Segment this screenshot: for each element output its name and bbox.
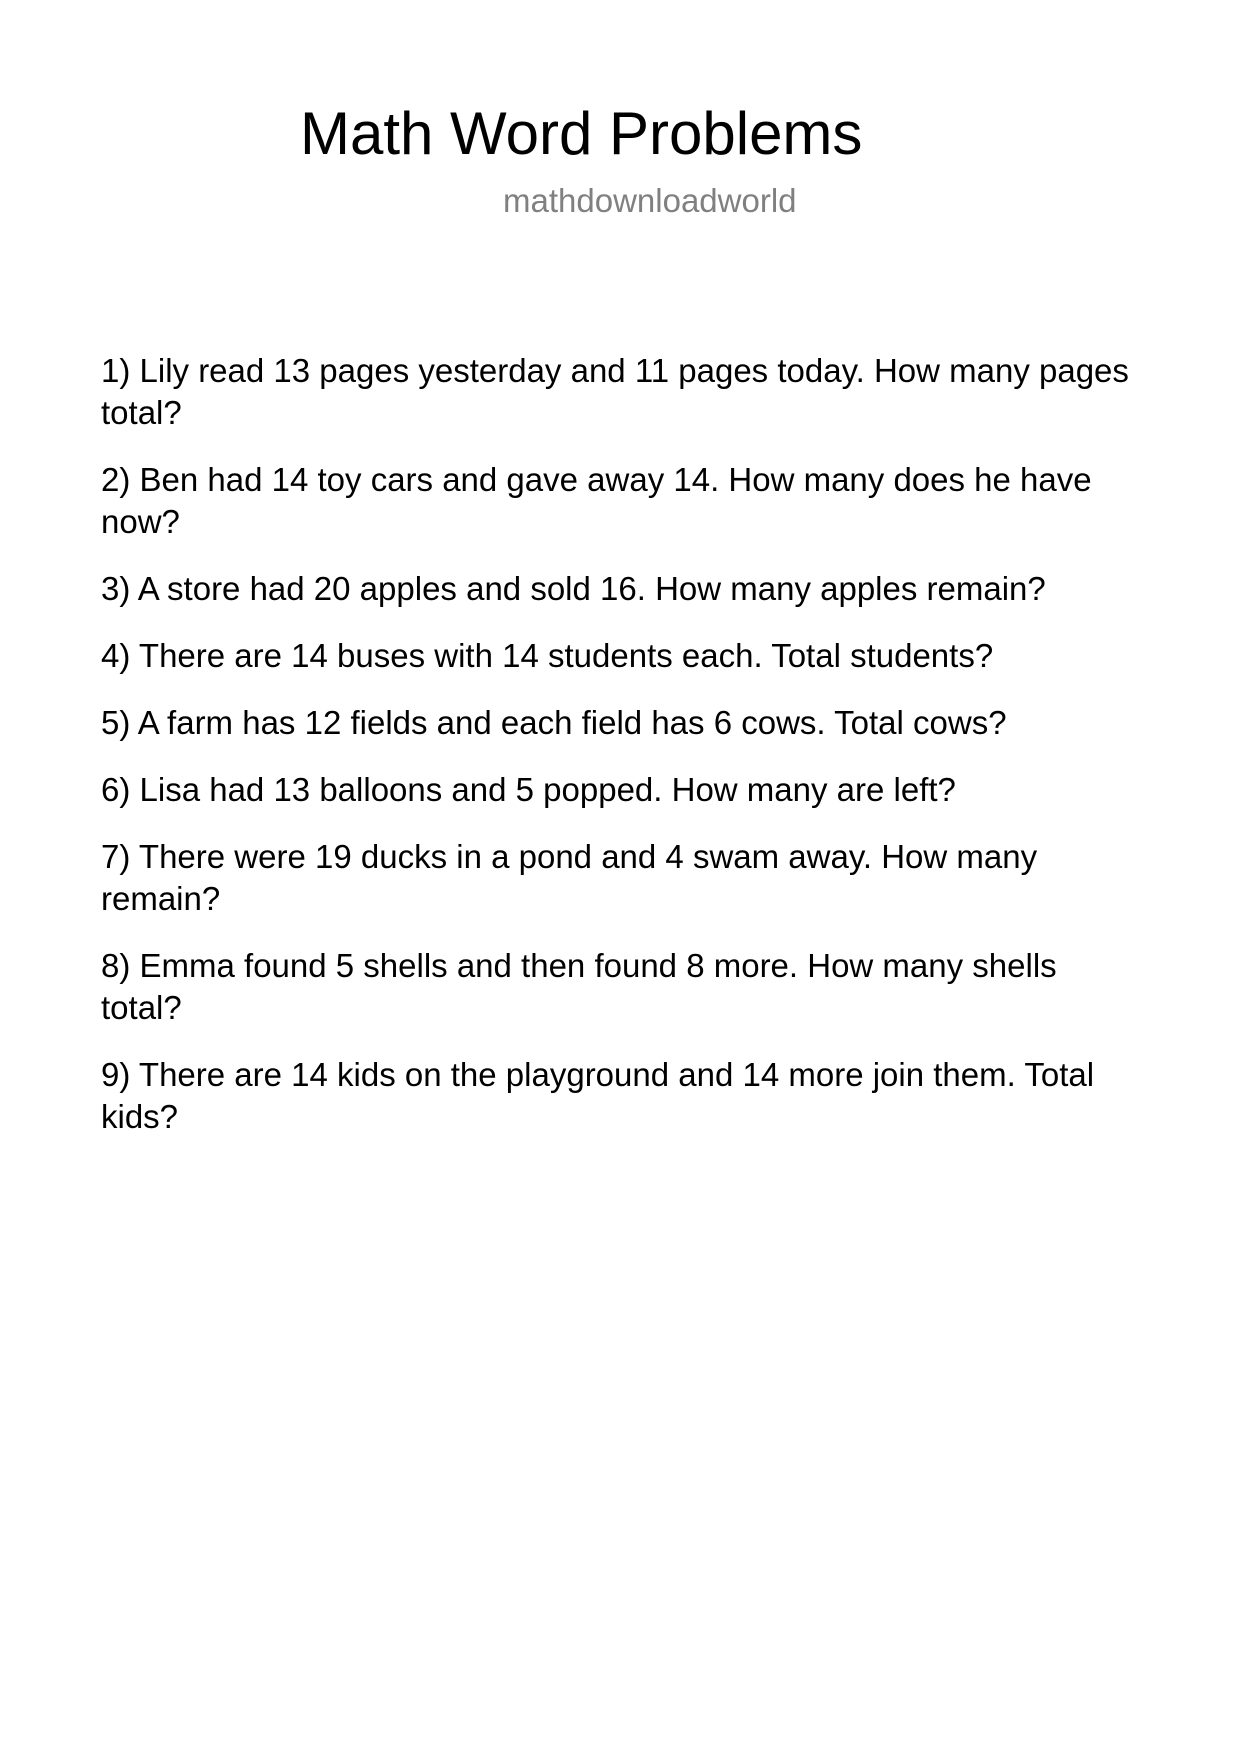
problem-item: 8) Emma found 5 shells and then found 8 more. How many shells total? <box>101 947 1057 1026</box>
problem-item: 1) Lily read 13 pages yesterday and 11 pages today. How many pages total? <box>101 352 1129 431</box>
page-subtitle: mathdownloadworld <box>503 182 797 219</box>
problem-item: 5) A farm has 12 fields and each field has 6 cows. Total cows? <box>101 704 1007 741</box>
problem-item: 9) There are 14 kids on the playground and 14 more join them. Total kids? <box>101 1056 1095 1135</box>
problem-item: 4) There are 14 buses with 14 students each. Total students? <box>101 637 994 674</box>
problem-list <box>101 350 1141 1163</box>
problem-item: 7) There were 19 ducks in a pond and 4 swam away. How many remain? <box>101 838 1038 917</box>
problem-item: 6) Lisa had 13 balloons and 5 popped. How many are left? <box>101 771 956 808</box>
problem-item: 3) A store had 20 apples and sold 16. How many apples remain? <box>101 570 1046 607</box>
page-title: Math Word Problems <box>300 100 863 167</box>
problem-item: 2) Ben had 14 toy cars and gave away 14. How many does he have now? <box>101 461 1092 540</box>
